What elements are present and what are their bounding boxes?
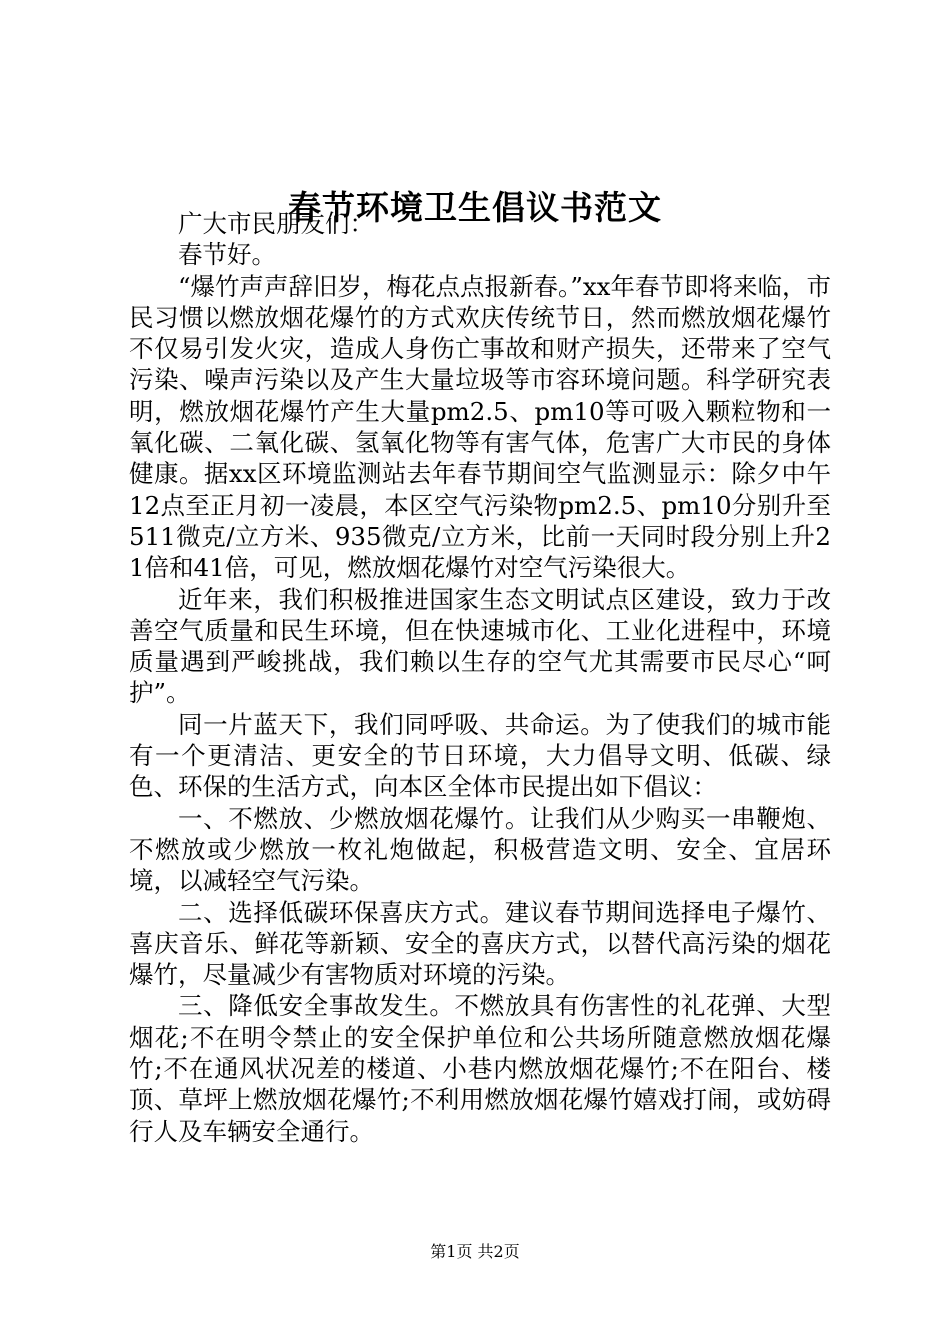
paragraph-appeal: 同一片蓝天下，我们同呼吸、共命运。为了使我们的城市能有一个更清洁、更安全的节日环境，大力倡导文明、低碳、绿色、环保的生活方式，向本区全体市民提出如下倡议： [129, 709, 831, 802]
proposal-item-2: 二、选择低碳环保喜庆方式。建议春节期间选择电子爆竹、喜庆音乐、鲜花等新颖、安全的喜庆方式，以替代高污染的烟花爆竹，尽量减少有害物质对环境的污染。 [129, 897, 831, 990]
document-body [129, 208, 831, 1147]
proposal-item-3: 三、降低安全事故发生。不燃放具有伤害性的礼花弹、大型烟花;不在明令禁止的安全保护单位和公共场所随意燃放烟花爆竹;不在通风状况差的楼道、小巷内燃放烟花爆竹;不在阳台、楼顶、草坪上燃放烟花爆竹;不利用燃放烟花爆竹嬉戏打闹，或妨碍行人及车辆安全通行。 [129, 991, 831, 1146]
page-number-footer: 第1页 共2页 [430, 1242, 520, 1261]
proposal-item-1: 一、不燃放、少燃放烟花爆竹。让我们从少购买一串鞭炮、不燃放或少燃放一枚礼炮做起，积极营造文明、安全、宜居环境，以减轻空气污染。 [129, 803, 831, 896]
salutation: 广大市民朋友们： [178, 209, 374, 238]
paragraph-intro: “爆竹声声辞旧岁，梅花点点报新春。”xx年春节即将来临，市民习惯以燃放烟花爆竹的方式欢庆传统节日，然而燃放烟花爆竹不仅易引发火灾，造成人身伤亡事故和财产损失，还带来了空气污染、噪声污染以及产生大量垃圾等市容环境问题。科学研究表明，燃放烟花爆竹产生大量pm2.5、pm10等可吸入颗粒物和一氧化碳、二氧化碳、氢氧化物等有害气体，危害广大市民的身体健康。据xx区环境监测站去年春节期间空气监测显示：除夕中午12点至正月初一凌晨，本区空气污染物pm2.5、pm10分别升至511微克/立方米、935微克/立方米，比前一天同时段分别上升21倍和41倍，可见，燃放烟花爆竹对空气污染很大。 [129, 271, 831, 583]
page-title: 春节环境卫生倡议书范文 [288, 188, 662, 227]
greeting: 春节好。 [178, 240, 276, 270]
paragraph-context: 近年来，我们积极推进国家生态文明试点区建设，致力于改善空气质量和民生环境，但在快速城市化、工业化进程中，环境质量遇到严峻挑战，我们赖以生存的空气尤其需要市民尽心“呵护”。 [129, 584, 831, 708]
